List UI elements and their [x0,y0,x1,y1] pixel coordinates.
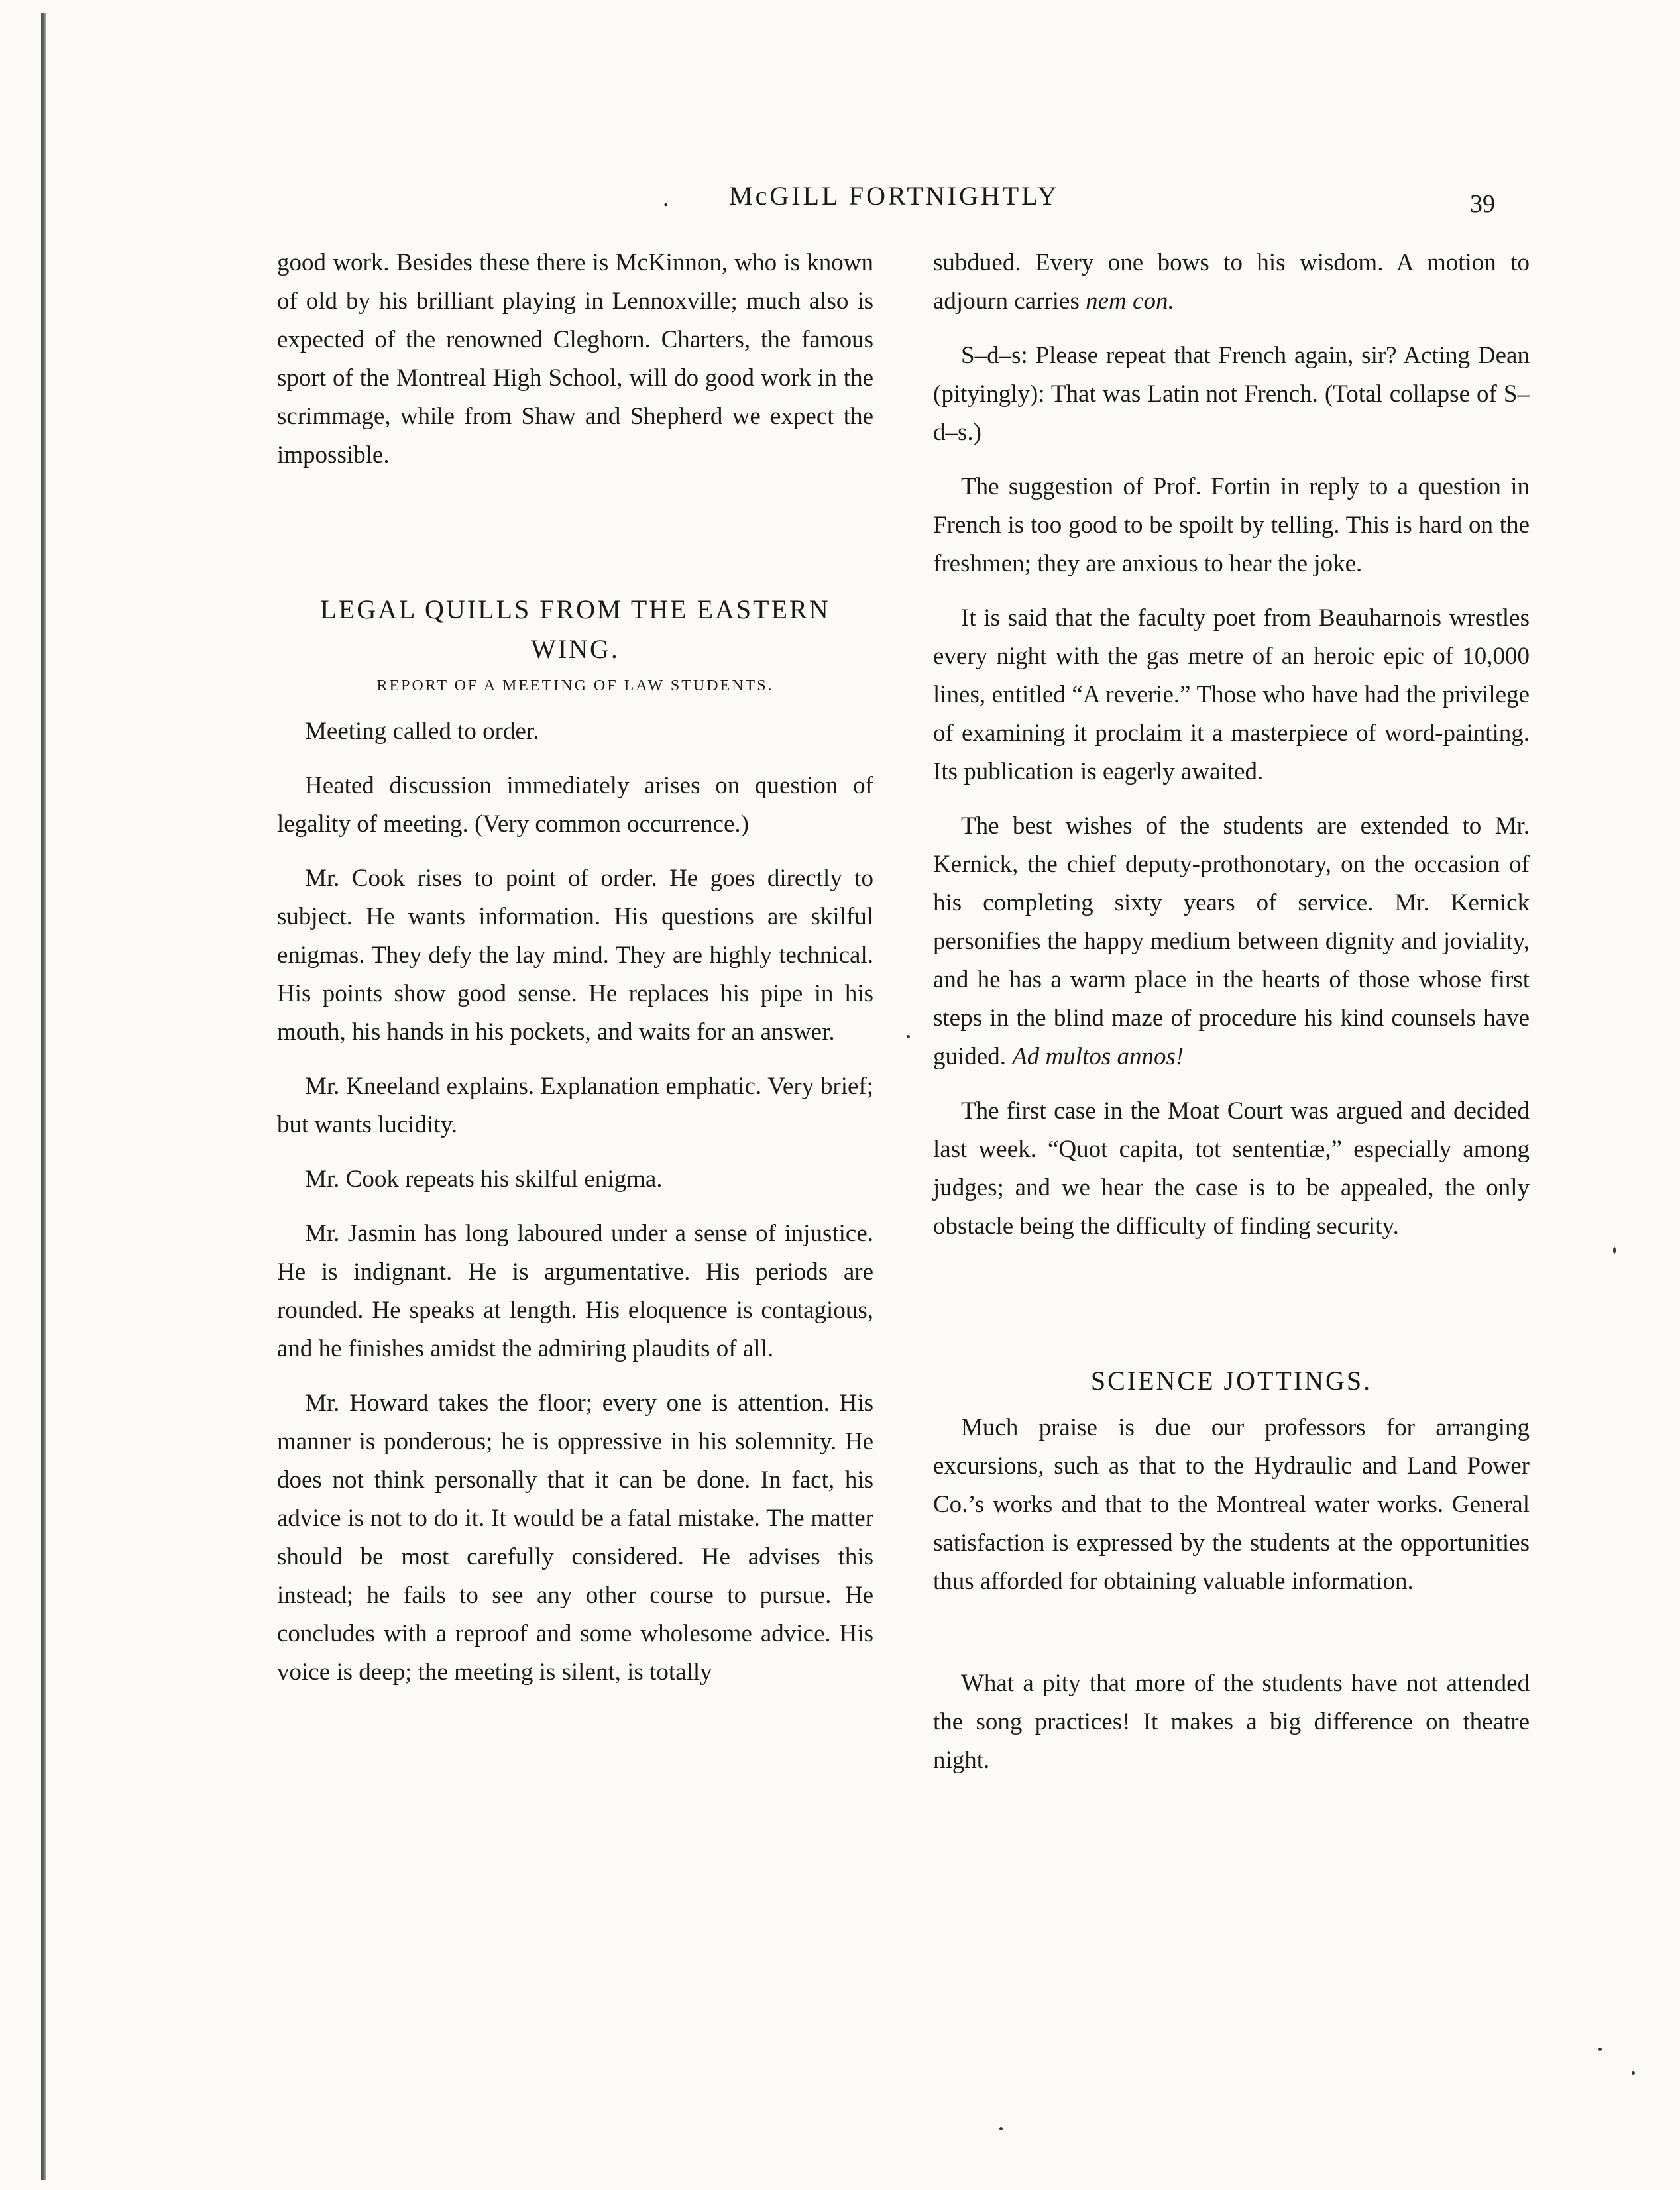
legal-quills-subheading: REPORT OF A MEETING OF LAW STUDENTS. [376,677,774,694]
nem-con-italic: nem con. [1086,288,1174,315]
right-paragraph-1-text: subdued. Every one bows to his wisdom. A motion to adjourn carries [933,249,1530,315]
right-paragraph-2 [933,337,1530,452]
scan-speck [999,2127,1003,2130]
left-paragraph-3: Heated discussion immediately arises on question of legality of meeting. (Very common occurrence.) [277,772,873,838]
scan-speck [907,1035,910,1038]
right-paragraph-2-rest: Acting Dean (pityingly): That was Latin not French. (Total collapse of S–d–s.) [933,342,1530,446]
scan-speck [1632,2071,1635,2075]
right-paragraph-7: Much praise is due our professors for arranging excursions, such as that to the Hydraulic and Land Power Co.’s works and that to the Montreal water works. General satisfaction is expressed by the students at the opportunities thus afforded for obtaining valuable information. [933,1414,1530,1595]
right-paragraph-2-line1: S–d–s: Please repeat that French again, sir? [961,342,1397,369]
scan-speck [1613,1247,1616,1254]
left-paragraph-6: Mr. Cook repeats his skilful enigma. [305,1166,663,1193]
science-jottings-heading: SCIENCE JOTTINGS. [1090,1366,1372,1396]
running-title: McGILL FORTNIGHTLY [729,181,1060,211]
ad-multos-annos-italic: Ad multos annos! [1012,1043,1184,1070]
left-paragraph-4: Mr. Cook rises to point of order. He goes directly to subject. He wants information. His questions are skilful enigmas. They defy the lay mind. They are highly technical. His points show good sense. He replaces his pipe in his mouth, his hands in his pockets, and waits for an answer. [277,865,873,1046]
right-paragraph-5 [933,807,1530,1076]
right-paragraph-8: What a pity that more of the students have not attended the song practices! It makes a big difference on theatre night. [933,1670,1530,1774]
left-column [277,244,873,1708]
page-binding-edge [41,13,46,2180]
header-dot: . [663,185,669,211]
left-paragraph-7: Mr. Jasmin has long laboured under a sense of injustice. He is indignant. He is argumentative. His periods are rounded. He speaks at length. His eloquence is contagious, and he finishes amidst the admiring plaudits of all. [277,1220,873,1362]
page-header [0,179,1680,219]
left-paragraph-5: Mr. Kneeland explains. Explanation emphatic. Very brief; but wants lucidity. [277,1073,873,1138]
right-column [933,244,1530,1796]
left-paragraph-8: Mr. Howard takes the floor; every one is attention. His manner is ponderous; he is oppressive in his solemnity. He does not think personally that it can be done. In fact, his advice is not to do it. It would be a fatal mistake. The matter should be most carefully considered. He advises this instead; he fails to see any other course to pursue. He concludes with a reproof and some wholesome advice. His voice is deep; the meeting is silent, is totally [277,1390,873,1686]
right-paragraph-6: The first case in the Moat Court was argued and decided last week. “Quot capita, tot sententiæ,” especially among judges; and we hear the case is to be appealed, the only obstacle being the difficulty of finding security. [933,1097,1530,1240]
right-paragraph-4: It is said that the faculty poet from Beauharnois wrestles every night with the gas metre of an heroic epic of 10,000 lines, entitled “A reverie.” Those who have had the privilege of examining it proclaim it a masterpiece of word-painting. Its publication is eagerly awaited. [933,604,1530,785]
scan-speck [1598,2048,1602,2051]
right-paragraph-5-text: The best wishes of the students are extended to Mr. Kernick, the chief deputy-prothonotary, on the occasion of his completing sixty years of service. Mr. Kernick personifies the happy medium between dignity and joviality, and he has a warm place in the hearts of those whose first steps in the blind maze of procedure his kind counsels have guided. [933,812,1530,1070]
left-paragraph-1: good work. Besides these there is McKinnon, who is known of old by his brilliant playing in Lennoxville; much also is expected of the renowned Cleghorn. Charters, the famous sport of the Montreal High School, will do good work in the scrimmage, while from Shaw and Shepherd we expect the impossible. [277,249,873,468]
right-paragraph-1 [933,244,1530,321]
legal-quills-heading: LEGAL QUILLS FROM THE EASTERN WING. [320,594,830,664]
left-paragraph-2: Meeting called to order. [305,718,539,745]
page-number: 39 [1470,190,1495,218]
right-paragraph-3: The suggestion of Prof. Fortin in reply to a question in French is too good to be spoilt by telling. This is hard on the freshmen; they are anxious to hear the joke. [933,473,1530,577]
